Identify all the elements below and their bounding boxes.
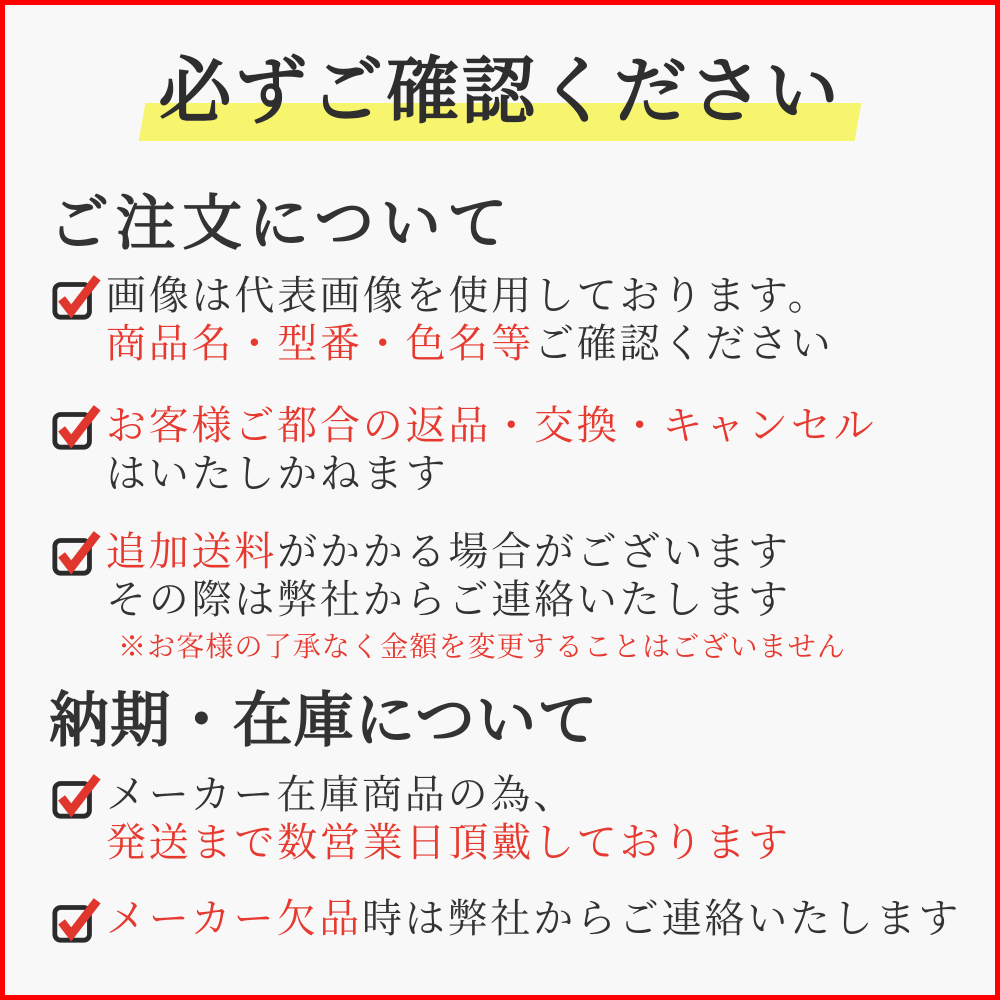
item-line — [106, 819, 791, 867]
item-line — [106, 402, 876, 450]
list-item — [51, 402, 965, 498]
item-segment: はいたしかねます — [106, 451, 449, 498]
item-segment-emphasis: お客様ご都合の返品・交換・キャンセル — [106, 403, 877, 450]
item-line — [106, 895, 961, 943]
page-title: 必ずご確認ください — [158, 48, 842, 134]
item-text — [106, 272, 834, 368]
page-title-block — [5, 41, 995, 141]
checkbox-checked-icon — [51, 402, 101, 452]
item-line — [106, 576, 846, 624]
item-segment: がかかる場合がございます — [277, 529, 791, 576]
list-item — [51, 771, 965, 867]
item-text — [106, 402, 876, 498]
item-segment: 時は弊社からご連絡いたします — [362, 896, 962, 943]
item-line — [106, 272, 834, 320]
section-heading-order: ご注文について — [49, 189, 514, 259]
item-segment: 画像は代表画像を使用しております。 — [106, 273, 831, 320]
checkbox-checked-icon — [51, 895, 101, 945]
item-text — [106, 895, 961, 943]
list-item — [51, 272, 965, 368]
item-line — [106, 450, 876, 498]
item-segment-emphasis: メーカー欠品 — [106, 896, 362, 943]
item-segment-emphasis: 発送まで数営業日頂戴しております — [106, 820, 791, 867]
item-line — [106, 771, 791, 819]
list-item — [51, 895, 965, 945]
item-segment: その際は弊社からご連絡いたします — [106, 577, 791, 624]
item-segment: メーカー在庫商品の為、 — [106, 772, 576, 819]
item-segment-emphasis: 商品名・型番・色名等 — [106, 321, 534, 368]
item-segment: ご確認ください — [534, 321, 834, 368]
checkbox-checked-icon — [51, 528, 101, 578]
item-text — [106, 771, 791, 867]
checkbox-checked-icon — [51, 771, 101, 821]
item-line — [106, 528, 846, 576]
item-line — [106, 320, 834, 368]
section-heading-delivery-stock: 納期・在庫について — [49, 686, 599, 757]
item-segment-emphasis: 追加送料 — [106, 529, 278, 576]
item-footnote: ※お客様の了承なく金額を変更することはございません — [118, 630, 847, 664]
item-text — [106, 528, 846, 664]
checkbox-checked-icon — [51, 272, 101, 322]
list-item — [51, 528, 965, 664]
